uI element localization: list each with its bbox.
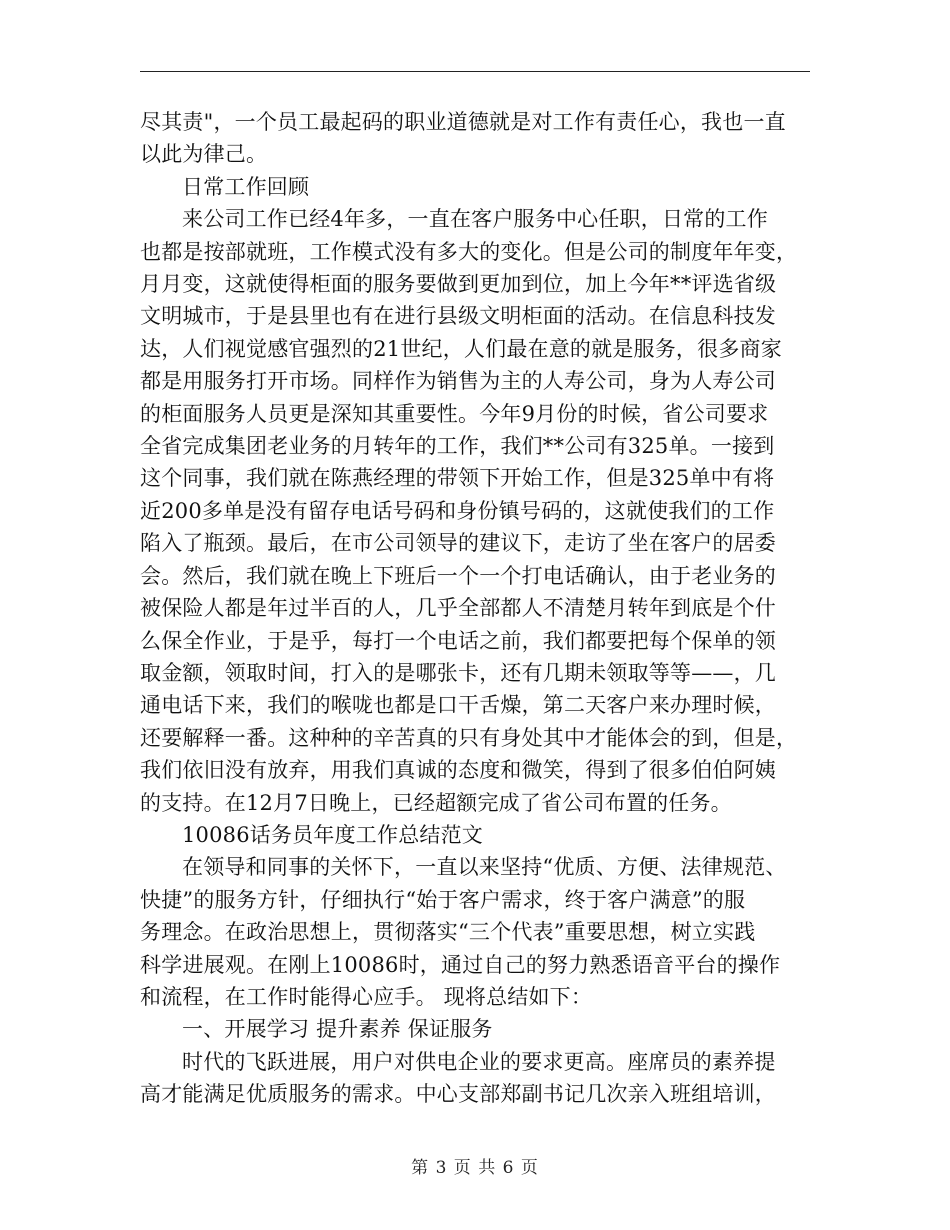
section-heading: 日常工作回顾 [182, 174, 310, 199]
text-line: 务理念。在政治思想上，贯彻落实“三个代表”重要思想，树立实践 [140, 920, 756, 945]
text-line: 都是用服务打开市场。同样作为销售为主的人寿公司，身为人寿公司 [140, 369, 776, 394]
text-line: 达，人们视觉感官强烈的21世纪，人们最在意的就是服务，很多商家 [140, 336, 782, 361]
text-line: 的支持。在12月7日晚上，已经超额完成了省公司布置的任务。 [140, 790, 732, 815]
text-line: 我们依旧没有放弃，用我们真诚的态度和微笑，得到了很多伯伯阿姨 [140, 758, 776, 783]
text-line: 快捷”的服务方针，仔细执行“始于客户需求，终于客户满意”的服 [140, 887, 746, 912]
text-line: 还要解释一番。这种种的辛苦真的只有身处其中才能体会的到，但是， [140, 725, 798, 750]
section-heading: 10086话务员年度工作总结范文 [182, 822, 484, 847]
text-line: 尽其责"，一个员工最起码的职业道德就是对工作有责任心，我也一直 [140, 110, 786, 134]
text-line: 科学进展观。在刚上10086时，通过自己的努力熟悉语音平台的操作 [140, 952, 781, 977]
text-line: 以此为律己。 [140, 142, 268, 167]
text-line: 么保全作业，于是乎，每打一个电话之前，我们都要把每个保单的领 [140, 628, 776, 653]
document-body [140, 106, 812, 1111]
text-line: 月月变，这就使得柜面的服务要做到更加到位，加上今年**评选省级 [140, 272, 777, 297]
text-line: 全省完成集团老业务的月转年的工作，我们**公司有325单。一接到 [140, 434, 775, 459]
text-line: 近200多单是没有留存电话号码和身份镇号码的，这就使我们的工作 [140, 498, 775, 523]
section-heading: 一、开展学习 提升素养 保证服务 [182, 1017, 493, 1042]
text-line: 在领导和同事的关怀下，一直以来坚持“优质、方便、法律规范、 [182, 855, 787, 880]
text-line: 也都是按部就班，工作模式没有多大的变化。但是公司的制度年年变， [140, 239, 798, 264]
text-line: 高才能满足优质服务的需求。中心支部郑副书记几次亲入班组培训， [140, 1082, 776, 1107]
text-line: 时代的飞跃进展，用户对供电企业的要求更高。座席员的素养提 [182, 1049, 776, 1074]
text-line: 会。然后，我们就在晚上下班后一个一个打电话确认，由于老业务的 [140, 563, 776, 588]
text-line: 取金额，领取时间，打入的是哪张卡，还有几期未领取等等——，几 [140, 660, 776, 685]
text-line: 陷入了瓶颈。最后，在市公司领导的建议下，走访了坐在客户的居委 [140, 531, 776, 556]
text-line: 通电话下来，我们的喉咙也都是口干舌燥，第二天客户来办理时候， [140, 693, 776, 718]
header-rule [140, 71, 810, 72]
text-line: 文明城市，于是县里也有在进行县级文明柜面的活动。在信息科技发 [140, 304, 776, 329]
text-line: 这个同事，我们就在陈燕经理的带领下开始工作，但是325单中有将 [140, 466, 775, 491]
text-line: 的柜面服务人员更是深知其重要性。今年9月份的时候，省公司要求 [140, 401, 769, 426]
text-line: 和流程，在工作时能得心应手。 现将总结如下： [140, 984, 593, 1009]
page-number-footer: 第 3 页 共 6 页 [411, 1158, 539, 1178]
text-line: 来公司工作已经4年多，一直在客户服务中心任职，日常的工作 [182, 207, 768, 232]
text-line: 被保险人都是年过半百的人，几乎全部都人不清楚月转年到底是个什 [140, 596, 776, 621]
